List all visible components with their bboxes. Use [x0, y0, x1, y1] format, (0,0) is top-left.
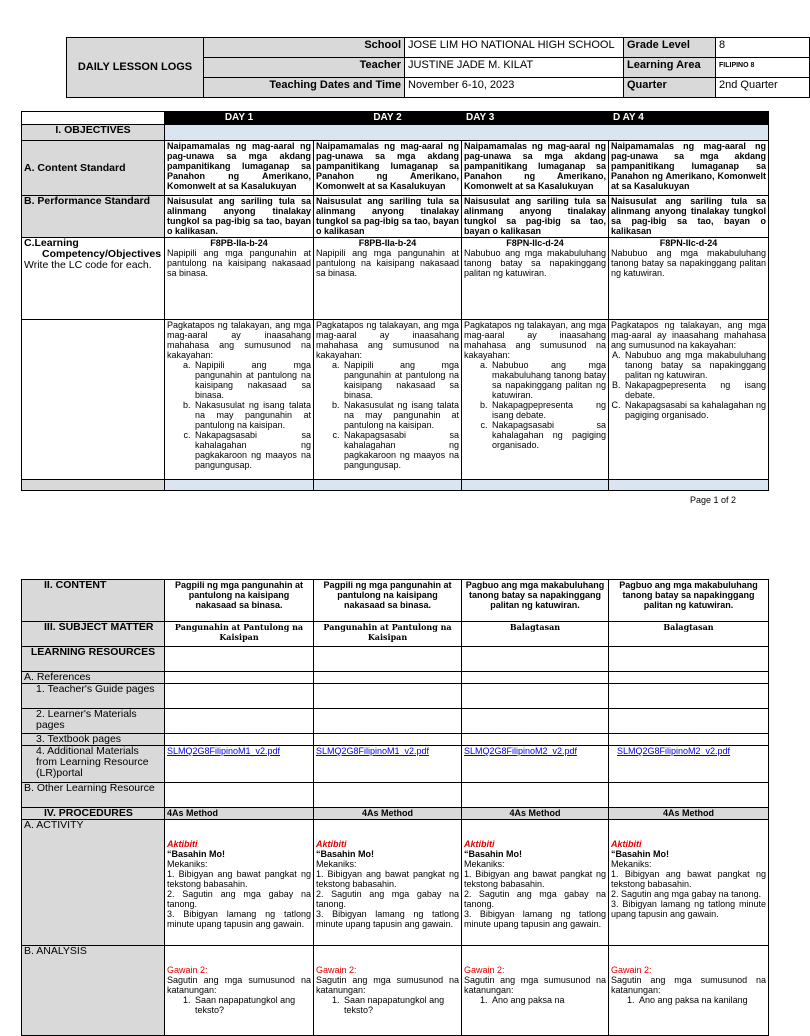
- activity-d1: [165, 820, 314, 946]
- objectives-d2: [314, 320, 462, 480]
- method-d1: 4As Method: [165, 808, 314, 820]
- content-d1: Pagpili ng mga pangunahin at pantulong na kaisipang nakasaad sa binasa.: [165, 580, 314, 622]
- objective-item: B. Nakapagpepresenta ng isang debate.: [623, 380, 766, 400]
- activity-step: 1. Bibigyan ang bawat pangkat ng tekstong babasahin.: [316, 869, 459, 889]
- performance-standard-d3: Naisusulat ang sariling tula sa alinmang anyong tinalakay tungkol sa pag-ibig sa tao, bayan o kalikasan: [462, 196, 609, 238]
- header-table: [66, 37, 810, 98]
- activity-mech: Mekaniks:: [316, 859, 357, 869]
- activity-mech: Mekaniks:: [167, 859, 208, 869]
- procedures-label: IV. PROCEDURES: [22, 808, 165, 820]
- activity-heading: “Basahin Mo!: [316, 849, 375, 859]
- objective-item: c. Nakapagsasabi sa kahalagahan ng pagkakaroon ng maayos na pangungusap.: [342, 430, 459, 470]
- analysis-question: 1. Saan napapatungkol ang teksto?: [342, 995, 459, 1015]
- activity-step: 1. Bibigyan ang bawat pangkat ng tekstong babasahin.: [611, 869, 766, 889]
- lc-code: F8PB-IIa-b-24: [358, 238, 417, 248]
- objectives-table: [21, 111, 769, 491]
- subject-d1: Pangunahin at Pantulong na Kaisipan: [165, 622, 314, 647]
- lc-label-a: C.Learning: [24, 237, 79, 249]
- references-label: A. References: [22, 672, 165, 684]
- content-standard-d3: Naipamamalas ng mag-aaral ng pag-unawa sa mga akdang pampanitikang lumaganap sa Panahon ng Amerikano, Komonwelt at sa Kasalukuyan: [462, 141, 609, 196]
- area-value: FILIPINO 8: [716, 58, 810, 78]
- performance-standard-d4: Naisusulat ang sariling tula sa alinmang anyong tinalakay tungkol sa pag-ibig sa tao, bayan o kalikasan: [609, 196, 769, 238]
- objective-item: b. Nakasusulat ng isang talata na may pangunahin at pantulong na kaisipan.: [342, 400, 459, 430]
- activity-title: Aktibiti: [611, 839, 642, 849]
- analysis-intro: Sagutin ang mga sumusunod na katanungan:: [611, 975, 766, 995]
- activity-label: A. ACTIVITY: [22, 820, 165, 946]
- activity-step: 3. Bibigyan lamang ng tatlong minute upang tapusin ang gawain.: [611, 899, 766, 919]
- objectives-intro: Pagkatapos ng talakayan, ang mga mag-aaral ay inaasahang mahahasa ang sumusunod na kakayahan:: [611, 320, 766, 350]
- school-value: JOSE LIM HO NATIONAL HIGH SCHOOL: [405, 38, 624, 58]
- objectives-intro: Pagkatapos ng talakayan, ang mga mag-aaral ay inaasahang mahahasa ang sumusunod na kakayahan:: [464, 320, 606, 360]
- lc-code: F8PN-IIc-d-24: [659, 238, 718, 248]
- learning-resources-label: LEARNING RESOURCES: [22, 647, 165, 672]
- competency-d2: [314, 238, 462, 320]
- additional-materials-label: 4. Additional Materials from Learning Resource (LR)portal: [22, 746, 165, 783]
- subject-matter-label: III. SUBJECT MATTER: [22, 622, 165, 647]
- content-standard-d4: Naipamamalas ng mag-aaral ng pag-unawa sa mga akdang pampanitikang lumaganap sa Panahon ng Amerikano, Komonwelt at sa Kasalukuyan: [609, 141, 769, 196]
- school-label: School: [204, 38, 405, 58]
- activity-d3: [462, 820, 609, 946]
- activity-step: 1. Bibigyan ang bawat pangkat ng tekstong babasahin.: [464, 869, 606, 889]
- other-resource-label: B. Other Learning Resource: [22, 783, 165, 808]
- activity-title: Aktibiti: [167, 839, 198, 849]
- activity-step: 2. Sagutin ang mga gabay na tanong.: [167, 889, 311, 909]
- method-d4: 4As Method: [609, 808, 769, 820]
- objectives-d4: [609, 320, 769, 480]
- content-standard-d1: Naipamamalas ng mag-aaral ng pag-unawa sa mga akdang pampanitikang lumaganap sa Panahon ng Amerikano, Komonwelt at sa Kasalukuyan: [165, 141, 314, 196]
- dll-title: DAILY LESSON LOGS: [67, 38, 204, 98]
- analysis-d4: [609, 946, 769, 1036]
- objective-item: c. Nakapagsasabi sa kahalagahan ng pagiging organisado.: [490, 420, 606, 450]
- objective-item: b. Nakapagpepresenta ng isang debate.: [490, 400, 606, 420]
- module-link[interactable]: SLMQ2G8FilipinoM1_v2.pdf: [167, 746, 281, 756]
- content-label: II. CONTENT: [22, 580, 165, 622]
- objective-item: a. Nabubuo ang mga makabuluhang tanong batay sa napakinggang palitan ng katuwiran.: [490, 360, 606, 400]
- objective-item: C. Nakapagsasabi sa kahalagahan ng pagiging organisado.: [623, 400, 766, 420]
- activity-step: 3. Bibigyan lamang ng tatlong minute upang tapusin ang gawain.: [464, 909, 606, 929]
- lc-text: Nabubuo ang mga makabuluhang tanong batay sa napakinggang palitan ng katuwiran.: [611, 248, 766, 278]
- page-number: Page 1 of 2: [690, 495, 737, 505]
- analysis-d3: [462, 946, 609, 1036]
- lc-label: [22, 238, 165, 320]
- activity-step: 2. Sagutin ang mga gabay na tanong.: [316, 889, 459, 909]
- module-link[interactable]: SLMQ2G8FilipinoM2_v2.pdf: [617, 746, 731, 756]
- objective-item: A. Nabubuo ang mga makabuluhang tanong batay sa napakinggang palitan ng katuwiran.: [623, 350, 766, 380]
- teacher-label: Teacher: [204, 58, 405, 78]
- lc-code: F8PB-IIa-b-24: [210, 238, 268, 248]
- analysis-d1: [165, 946, 314, 1036]
- quarter-label: Quarter: [624, 78, 716, 98]
- quarter-value: 2nd Quarter: [716, 78, 810, 98]
- analysis-intro: Sagutin ang mga sumusunod na katanungan:: [464, 975, 606, 995]
- objectives-intro: Pagkatapos ng talakayan, ang mga mag-aaral ay inaasahang mahahasa ang sumusunod na kakayahan:: [167, 320, 311, 360]
- module-link[interactable]: SLMQ2G8FilipinoM1_v2.pdf: [316, 746, 430, 756]
- objective-item: c. Nakapagsasabi sa kahalagahan ng pagkakaroon ng maayos na pangungusap.: [193, 430, 311, 470]
- content-d3: Pagbuo ang mga makabuluhang tanong batay sa napakinggang palitan ng katuwiran.: [462, 580, 609, 622]
- analysis-label: B. ANALYSIS: [22, 946, 165, 1036]
- lc-text: Nabubuo ang mga makabuluhang tanong batay sa napakinggang palitan ng katuwiran.: [464, 248, 606, 278]
- competency-d3: [462, 238, 609, 320]
- activity-mech: Mekaniks:: [464, 859, 505, 869]
- analysis-intro: Sagutin ang mga sumusunod na katanungan:: [167, 975, 311, 995]
- analysis-question: 1. Ano ang paksa na kanilang: [637, 995, 766, 1005]
- subject-d3: Balagtasan: [462, 622, 609, 647]
- competency-d1: [165, 238, 314, 320]
- activity-title: Aktibiti: [316, 839, 347, 849]
- subject-d4: Balagtasan: [609, 622, 769, 647]
- grade-label: Grade Level: [624, 38, 716, 58]
- activity-heading: “Basahin Mo!: [611, 849, 670, 859]
- day-1-header: DAY 1: [165, 112, 314, 125]
- analysis-title: Gawain 2:: [316, 965, 357, 975]
- objectives-intro: Pagkatapos ng talakayan, ang mga mag-aaral ay inaasahang mahahasa ang sumusunod na kakayahan:: [316, 320, 459, 360]
- activity-heading: “Basahin Mo!: [167, 849, 226, 859]
- teachers-guide-label: 1. Teacher's Guide pages: [22, 684, 165, 709]
- performance-standard-d2: Naisusulat ang sariling tula sa alinmang anyong tinalakay tungkol sa pag-ibig sa tao, bayan o kalikasan: [314, 196, 462, 238]
- objective-item: a. Napipili ang mga pangunahin at pantulong na kaisipang nakasaad sa binasa.: [342, 360, 459, 400]
- lc-text: Napipili ang mga pangunahin at pantulong na kaisipang nakasaad sa binasa.: [316, 248, 459, 278]
- objective-item: a. Napipili ang mga pangunahin at pantulong na kaisipang nakasaad sa binasa.: [193, 360, 311, 400]
- lc-code: F8PN-IIc-d-24: [506, 238, 564, 248]
- method-d3: 4As Method: [462, 808, 609, 820]
- method-d2: 4As Method: [314, 808, 462, 820]
- objectives-d3: [462, 320, 609, 480]
- objectives-label: I. OBJECTIVES: [22, 125, 165, 141]
- content-table: [21, 579, 769, 1036]
- lc-text: Napipili ang mga pangunahin at pantulong na kaisipang nakasaad sa binasa.: [167, 248, 311, 278]
- content-d4: Pagbuo ang mga makabuluhang tanong batay sa napakinggang palitan ng katuwiran.: [609, 580, 769, 622]
- day-3-header: DAY 3: [462, 112, 609, 125]
- day-4-header: D AY 4: [609, 112, 769, 125]
- activity-d2: [314, 820, 462, 946]
- analysis-question: 1. Saan napapatungkol ang teksto?: [193, 995, 311, 1015]
- analysis-d2: [314, 946, 462, 1036]
- activity-title: Aktibiti: [464, 839, 495, 849]
- lc-label-b: Competency/Objectives: [42, 248, 162, 260]
- day-2-header: DAY 2: [314, 112, 462, 125]
- lc-label-c: Write the LC code for each.: [24, 259, 152, 271]
- textbook-label: 3. Textbook pages: [22, 734, 165, 746]
- activity-step: 3. Bibigyan lamang ng tatlong minute upang tapusin ang gawain.: [316, 909, 459, 929]
- content-d2: Pagpili ng mga pangunahin at pantulong na kaisipang nakasaad sa binasa.: [314, 580, 462, 622]
- dates-value: November 6-10, 2023: [405, 78, 624, 98]
- analysis-intro: Sagutin ang mga sumusunod na katanungan:: [316, 975, 459, 995]
- competency-d4: [609, 238, 769, 320]
- area-label: Learning Area: [624, 58, 716, 78]
- content-standard-label: A. Content Standard: [22, 141, 165, 196]
- grade-value: 8: [716, 38, 810, 58]
- activity-step: 2. Sagutin ang mga gabay na tanong.: [464, 889, 606, 909]
- activity-d4: [609, 820, 769, 946]
- objectives-d1: [165, 320, 314, 480]
- activity-step: 2. Sagutin ang mga gabay na tanong.: [611, 889, 762, 899]
- performance-standard-label: B. Performance Standard: [22, 196, 165, 238]
- objective-item: b. Nakasusulat ng isang talata na may pangunahin at pantulong na kaisipan.: [193, 400, 311, 430]
- learners-materials-label: 2. Learner's Materials pages: [22, 709, 165, 734]
- analysis-title: Gawain 2:: [611, 965, 652, 975]
- activity-mech: Mekaniks:: [611, 859, 652, 869]
- activity-heading: “Basahin Mo!: [464, 849, 523, 859]
- performance-standard-d1: Naisusulat ang sariling tula sa alinmang anyong tinalakay tungkol sa pag-ibig sa tao, bayan o kalikasan.: [165, 196, 314, 238]
- subject-d2: Pangunahin at Pantulong na Kaisipan: [314, 622, 462, 647]
- activity-step: 1. Bibigyan ang bawat pangkat ng tekstong babasahin.: [167, 869, 311, 889]
- dates-label: Teaching Dates and Time: [204, 78, 405, 98]
- teacher-value: JUSTINE JADE M. KILAT: [405, 58, 624, 78]
- analysis-question: 1. Ano ang paksa na: [490, 995, 606, 1005]
- content-standard-d2: Naipamamalas ng mag-aaral ng pag-unawa sa mga akdang pampanitikang lumaganap sa Panahon ng Amerikano, Komonwelt at sa Kasalukuyan: [314, 141, 462, 196]
- activity-step: 3. Bibigyan lamang ng tatlong minute upang tapusin ang gawain.: [167, 909, 311, 929]
- analysis-title: Gawain 2:: [167, 965, 208, 975]
- analysis-title: Gawain 2:: [464, 965, 505, 975]
- module-link[interactable]: SLMQ2G8FilipinoM2_v2.pdf: [464, 746, 578, 756]
